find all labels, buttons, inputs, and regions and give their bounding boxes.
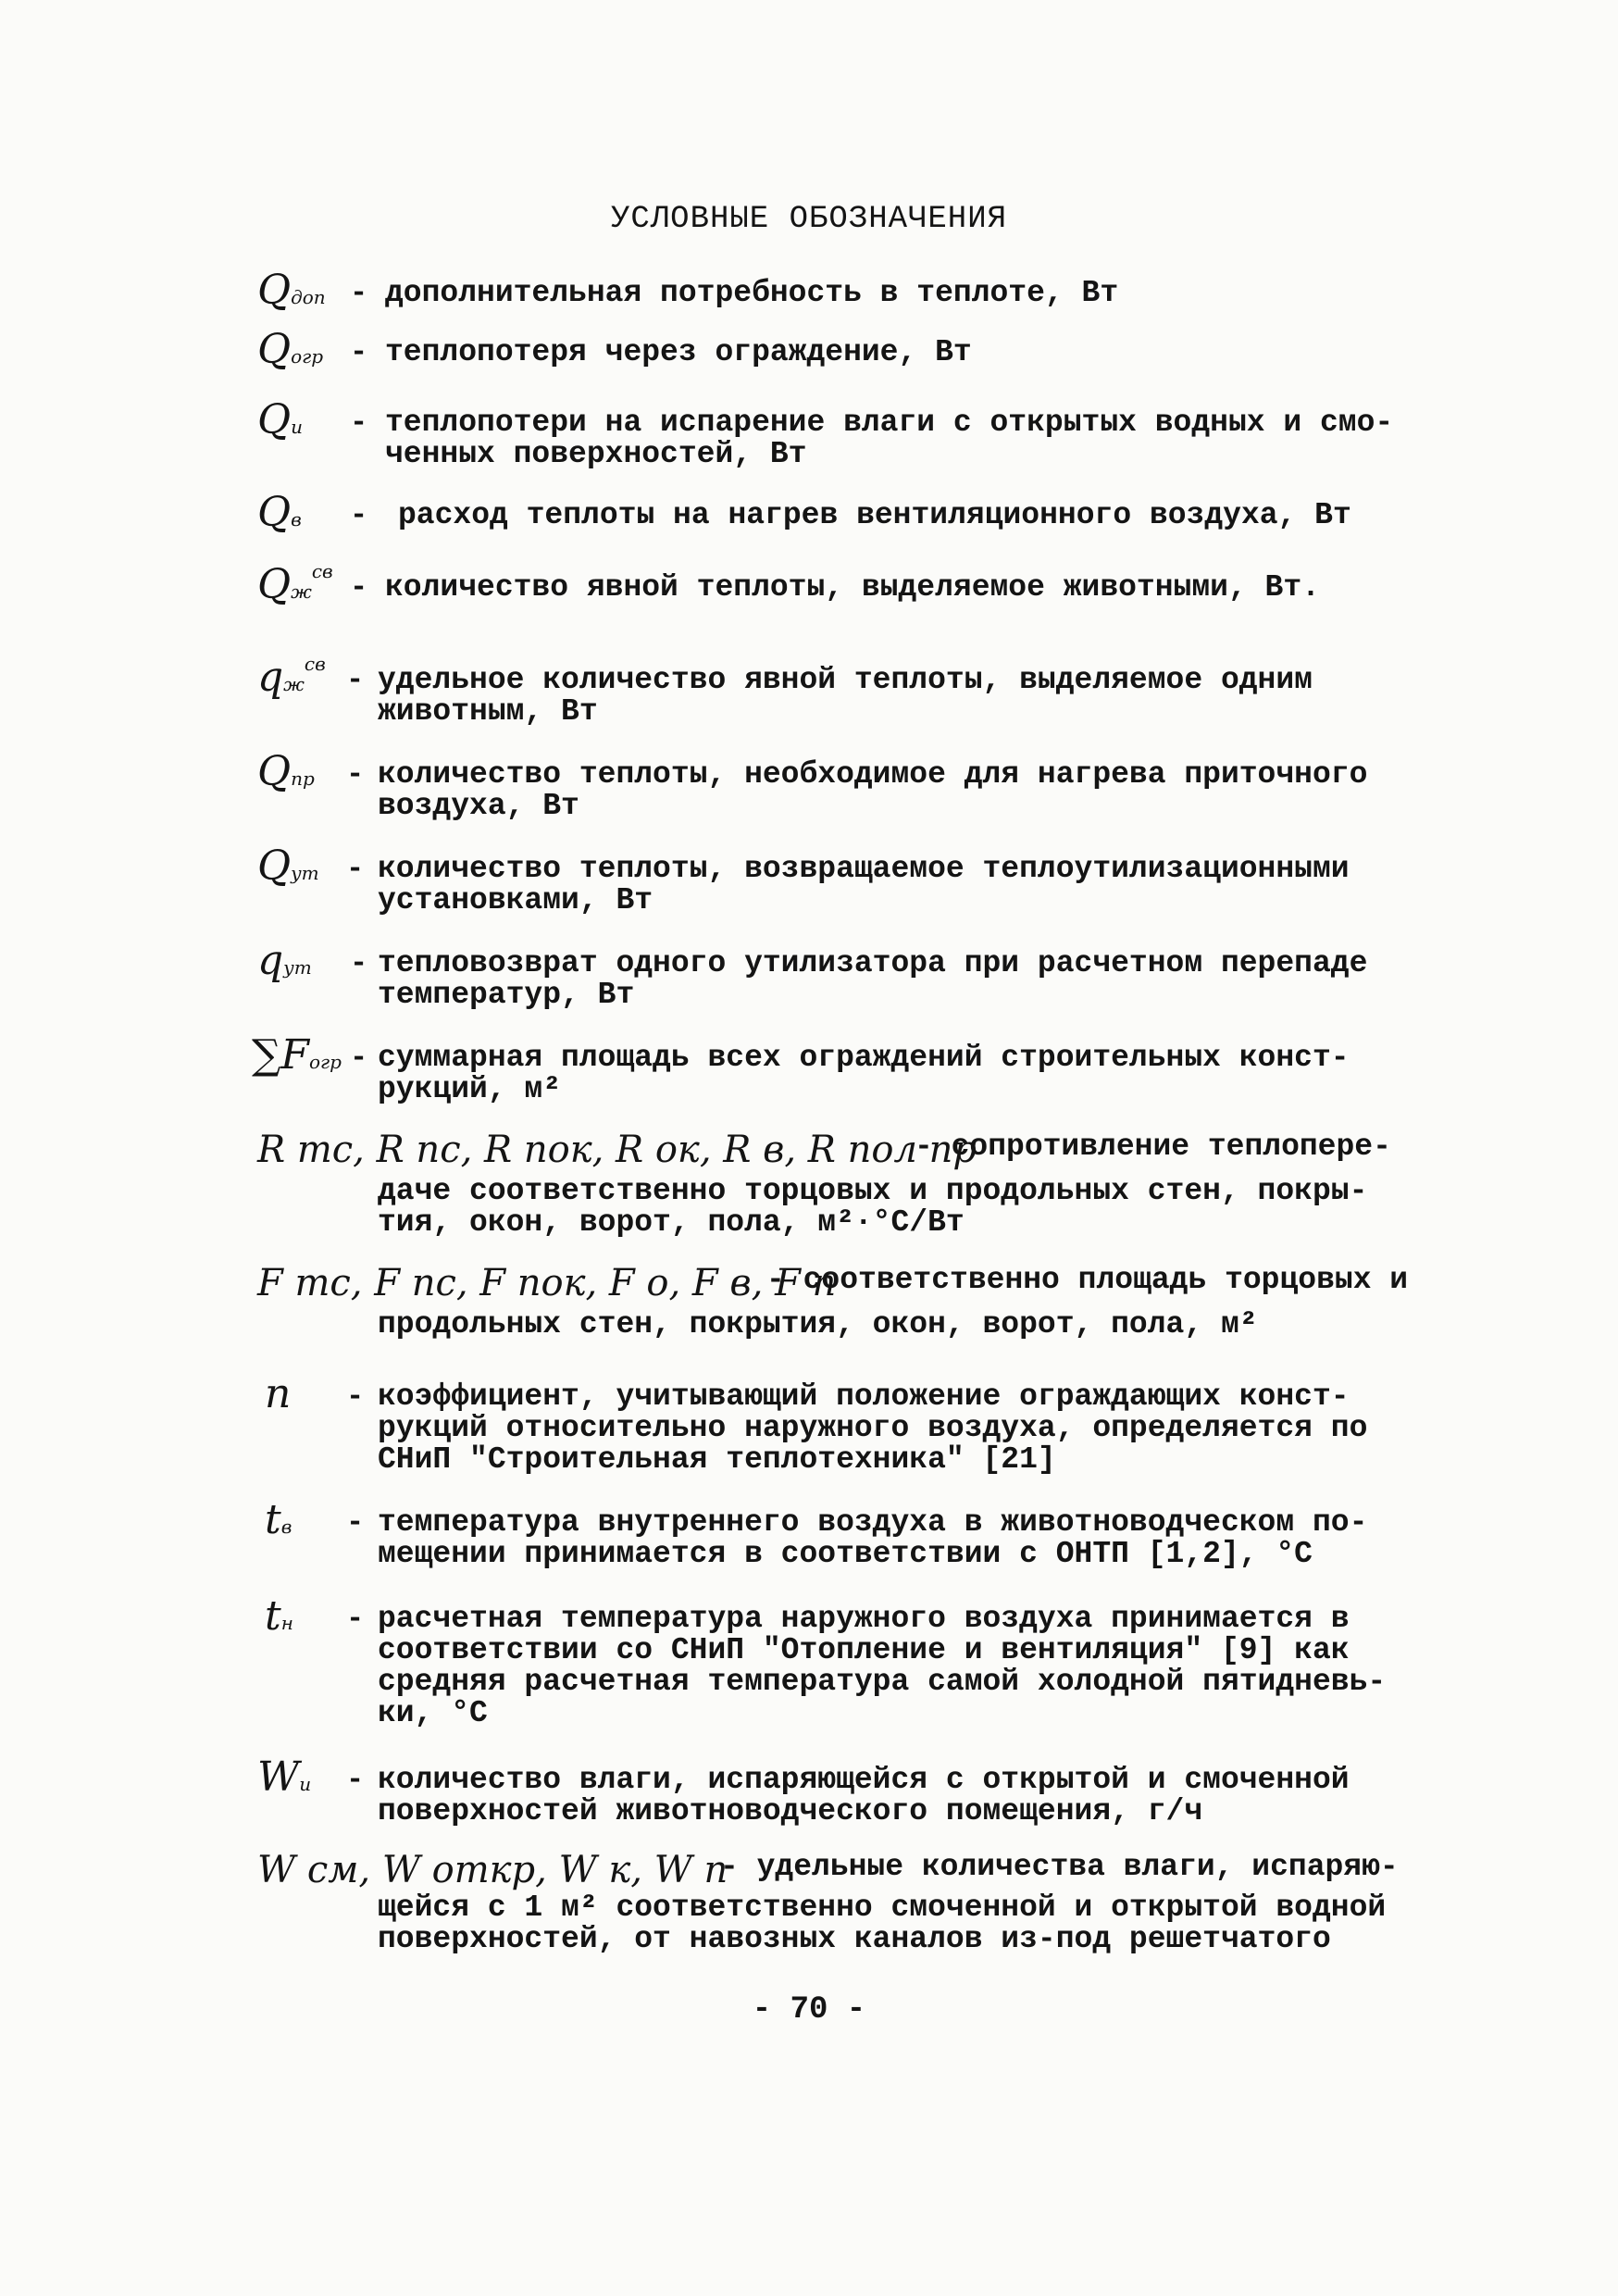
description: расчетная температура наружного воздуха принимается в соответствии со СНиП "Отопление и вентиляция" [9] как средняя расчетная температура самой холодной пятидневь- ки, °С [378,1602,1387,1730]
description: тепловозврат одного утилизатора при расчетном перепаде температур, Вт [378,946,1368,1012]
dash: - [350,570,368,605]
symbol: Qпр [257,748,315,795]
dash: - [346,1602,365,1636]
symbol-list: F тс, F пс, F пок, F о, F в, F п [257,1262,837,1304]
symbol: Qв [257,489,302,536]
dash: - [350,1041,368,1075]
dash: - [346,1505,365,1540]
symbol: Wи [257,1753,312,1801]
description: расход теплоты на нагрев вентиляционного воздуха, Вт [398,498,1351,532]
symbol: tв [265,1496,292,1543]
description-head: - соответственно площадь торцовых и [766,1263,1409,1297]
dash: - [346,663,365,697]
symbol: Qогр [257,326,324,373]
symbol: Qут [257,842,319,890]
symbol: n [265,1370,292,1417]
symbol: ∑Fогр [252,1031,342,1079]
page-number: - 70 - [752,1992,866,2028]
description: суммарная площадь всех ограждений строительных конст- рукций, м² [378,1041,1350,1106]
dash: - [346,1379,365,1414]
description: дополнительная потребность в теплоте, Вт [385,276,1119,310]
dash: - [346,757,365,792]
description: щейся с 1 м² соответственно смоченной и открытой водной поверхностей, от навозных каналов из-под решетчатого [378,1890,1387,1956]
description: даче соответственно торцовых и продольных стен, покры- тия, окон, ворот, пола, м²·°С/Вт [378,1174,1368,1240]
dash: - [346,852,365,886]
description: температура внутреннего воздуха в животноводческом по- мещении принимается в соответствии с ОНТП [1,2], °С [378,1505,1368,1571]
description: теплопотери на испарение влаги с открытых водных и смо- ченных поверхностей, Вт [385,406,1394,471]
description: количество теплоты, необходимое для нагрева приточного воздуха, Вт [378,757,1368,823]
dash: - [346,1763,365,1797]
dash: - [350,406,368,440]
description: количество явной теплоты, выделяемое животными, Вт. [385,570,1320,605]
description: теплопотеря через ограждение, Вт [385,335,972,369]
page-title: УСЛОВНЫЕ ОБОЗНАЧЕНИЯ [610,202,1008,237]
dash: - [350,498,368,532]
symbol: qут [257,937,312,984]
symbol: Qи [257,396,303,443]
symbol-list: W см, W откр, W к, W п [257,1849,728,1891]
dash: - [350,335,368,369]
description-head: - удельные количества влаги, испаряю- [720,1850,1399,1884]
description: продольных стен, покрытия, окон, ворот, пола, м² [378,1307,1258,1341]
description: количество влаги, испаряющейся с открытой и смоченной поверхностей животноводческого помещения, г/ч [378,1763,1350,1828]
symbol: Qдоп [257,267,326,314]
description: количество теплоты, возвращаемое теплоутилизационными установками, Вт [378,852,1350,917]
symbol: $qж^{св}$ [257,653,326,701]
dash: - [350,276,368,310]
symbol-list: R тс, R пс, R пок, R ок, R в, R пол пр [257,1129,977,1171]
dash: - [350,946,368,980]
symbol: tн [265,1592,293,1640]
description-head: - сопротивление теплопере- [915,1129,1391,1164]
description: коэффициент, учитывающий положение ограждающих конст- рукций относительно наружного воздуха, определяется по СНиП "Строительная теплотехника" [21] [378,1379,1368,1477]
symbol: $Qж^{св}$ [257,560,333,608]
description: удельное количество явной теплоты, выделяемое одним животным, Вт [378,663,1313,729]
